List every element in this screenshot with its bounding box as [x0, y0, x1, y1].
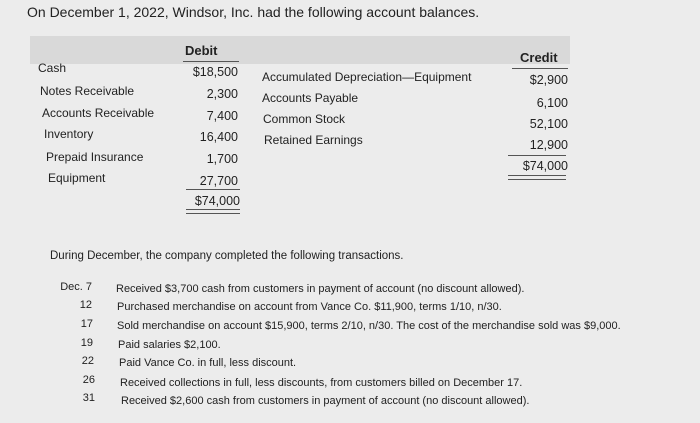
transaction-date: Dec. 7 [60, 281, 92, 293]
debit-account-name: Cash [38, 61, 67, 75]
debit-account-name: Accounts Receivable [42, 106, 155, 120]
credit-account-amount: 6,100 [536, 96, 568, 110]
transaction-text: Purchased merchandise on account from Vance Co. $11,900, terms 1/10, n/30. [117, 301, 502, 313]
credit-total-rule [508, 155, 566, 156]
transaction-text: Paid Vance Co. in full, less discount. [119, 357, 297, 369]
transaction-date: 31 [82, 392, 95, 404]
credit-total: $74,000 [522, 159, 568, 173]
transaction-text: Paid salaries $2,100. [118, 339, 221, 351]
transaction-date: 26 [82, 374, 95, 386]
credit-total-double-rule [508, 175, 566, 180]
transaction-date: 12 [79, 299, 92, 311]
credit-account-amount: $2,900 [529, 73, 568, 87]
debit-total-double-rule [186, 209, 240, 214]
debit-account-name: Notes Receivable [40, 84, 135, 98]
credit-account-amount: 52,100 [529, 117, 568, 131]
debit-header: Debit [185, 43, 218, 58]
credit-account-amount: 12,900 [529, 138, 568, 152]
debit-account-amount: 2,300 [206, 87, 238, 101]
transactions-intro: During December, the company completed the following transactions. [50, 250, 404, 262]
credit-account-name: Common Stock [263, 112, 346, 126]
debit-account-name: Equipment [48, 171, 106, 185]
transaction-date: 19 [80, 337, 93, 349]
debit-account-name: Prepaid Insurance [46, 150, 144, 164]
credit-header: Credit [520, 50, 558, 65]
debit-total-rule [186, 189, 240, 190]
debit-total: $74,000 [194, 194, 240, 208]
transaction-text: Received $3,700 cash from customers in payment of account (no discount allowed). [116, 283, 525, 295]
debit-account-name: Inventory [44, 127, 94, 141]
debit-account-amount: 16,400 [199, 130, 238, 144]
debit-header-rule [183, 61, 239, 62]
debit-account-amount: $18,500 [192, 65, 238, 79]
table-header-band [30, 36, 570, 64]
debit-account-amount: 7,400 [206, 109, 238, 123]
credit-header-rule [512, 68, 568, 69]
credit-account-name: Retained Earnings [264, 133, 363, 147]
page-title: On December 1, 2022, Windsor, Inc. had the following account balances. [27, 4, 480, 20]
debit-account-amount: 27,700 [199, 174, 238, 188]
transaction-text: Sold merchandise on account $15,900, terms 2/10, n/30. The cost of the merchandise sold was $9,000. [117, 320, 621, 332]
debit-account-amount: 1,700 [206, 152, 238, 166]
transaction-date: 17 [80, 318, 93, 330]
transaction-text: Received $2,600 cash from customers in payment of account (no discount allowed). [121, 395, 530, 407]
transaction-text: Received collections in full, less discounts, from customers billed on December 17. [120, 377, 523, 389]
credit-account-name: Accumulated Depreciation—Equipment [262, 70, 472, 84]
credit-account-name: Accounts Payable [262, 91, 359, 105]
transaction-date: 22 [81, 355, 94, 367]
